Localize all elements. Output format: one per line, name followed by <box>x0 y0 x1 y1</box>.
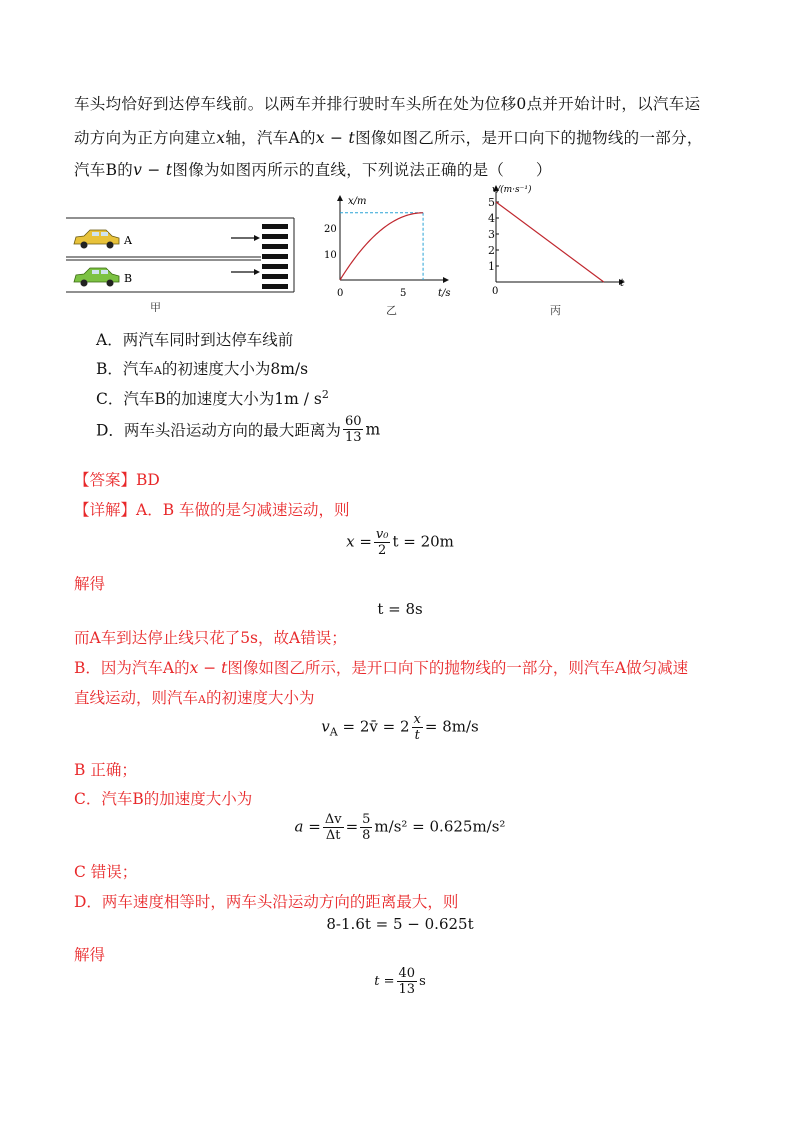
yi-xtick-5: 5 <box>400 288 407 299</box>
figure-yi <box>320 188 460 318</box>
arrow-b-icon <box>231 269 260 275</box>
yi-parabola <box>340 213 423 280</box>
solve-2: 解得 <box>74 946 106 964</box>
explain-a-intro: 【详解】A．B 车做的是匀减速运动，则 <box>74 501 350 519</box>
explain-a-conclusion: 而A车到达停止线只花了5s，故A错误； <box>74 629 347 647</box>
car-a-label: A <box>124 234 132 247</box>
yi-ytick-20: 20 <box>324 224 337 235</box>
question-line-1: 车头均恰好到达停车线前。以两车并排行驶时车头所在处为位移0点并开始计时，以汽车运 <box>74 95 701 113</box>
yi-ylabel: x/m <box>348 196 367 207</box>
arrow-a-icon <box>231 235 260 241</box>
bing-velocity-line <box>496 202 604 282</box>
option-b: B．汽车A的初速度大小为8m/s <box>96 360 309 378</box>
bing-yticks: 5 4 3 2 1 <box>488 196 495 273</box>
bing-ylabel: v/(m·s⁻¹) <box>492 185 532 195</box>
figure-yi-label: 乙 <box>386 304 397 317</box>
explain-c-intro: C．汽车B的加速度大小为 <box>74 790 253 808</box>
question-line-2: 动方向为正方向建立x轴，汽车A的x − t图像如图乙所示，是开口向下的抛物线的一部分， <box>74 129 703 147</box>
figure-bing-label: 丙 <box>550 304 561 317</box>
equation-3: $v_A$ = 2v̄ = 2 $\frac{x}{t}$ = 8m/s <box>321 712 479 743</box>
figure-bing <box>476 180 636 320</box>
solve-1: 解得 <box>74 575 106 593</box>
car-b-icon <box>74 268 119 287</box>
option-d: D．两车头沿运动方向的最大距离为 $\frac{60}{13}$ m <box>96 414 381 445</box>
equation-6: t = $\frac{40}{13}$ s <box>374 966 426 997</box>
car-b-label: B <box>124 272 133 285</box>
bing-origin: 0 <box>492 286 499 297</box>
question-line-3: 汽车B的v − t图像为如图丙所示的直线，下列说法正确的是（ ） <box>74 161 552 179</box>
yi-xlabel: t/s <box>438 288 451 299</box>
explain-b-line-1: B．因为汽车A的x − t图像如图乙所示，是开口向下的抛物线的一部分，则汽车A做匀减速 <box>74 659 689 677</box>
bing-xlabel: t <box>620 278 625 289</box>
explain-c-conclusion: C 错误； <box>74 863 138 881</box>
figure-jia-label: 甲 <box>150 301 161 312</box>
yi-xtick-0: 0 <box>337 288 344 299</box>
equation-5: 8-1.6t = 5 − 0.625t <box>326 915 474 933</box>
answer: 【答案】BD <box>74 471 160 489</box>
equation-2: t = 8s <box>377 600 423 618</box>
car-a-icon <box>74 230 119 249</box>
yi-ytick-10: 10 <box>324 250 337 261</box>
option-a: A．两汽车同时到达停车线前 <box>96 331 294 349</box>
option-c: C．汽车B的加速度大小为$1m / s^2$ <box>96 387 329 408</box>
equation-1: x = $\frac{\text{v₀}}{2}$ t = 20m <box>346 527 454 558</box>
explain-d-intro: D．两车速度相等时，两车头沿运动方向的距离最大，则 <box>74 893 459 911</box>
vt-symbol: v − t <box>133 161 173 179</box>
figure-jia <box>66 212 306 312</box>
explain-b-line-2: 直线运动，则汽车A的初速度大小为 <box>74 689 315 707</box>
equation-4: a = $\frac{\Delta v}{\Delta t}$ = $\frac{5}{8}$ m/s² = 0.625m/s² <box>294 812 506 843</box>
explain-b-conclusion: B 正确； <box>74 761 137 779</box>
var-x: x <box>216 129 226 147</box>
xt-symbol: x − t <box>315 129 356 147</box>
crosswalk <box>262 224 288 289</box>
